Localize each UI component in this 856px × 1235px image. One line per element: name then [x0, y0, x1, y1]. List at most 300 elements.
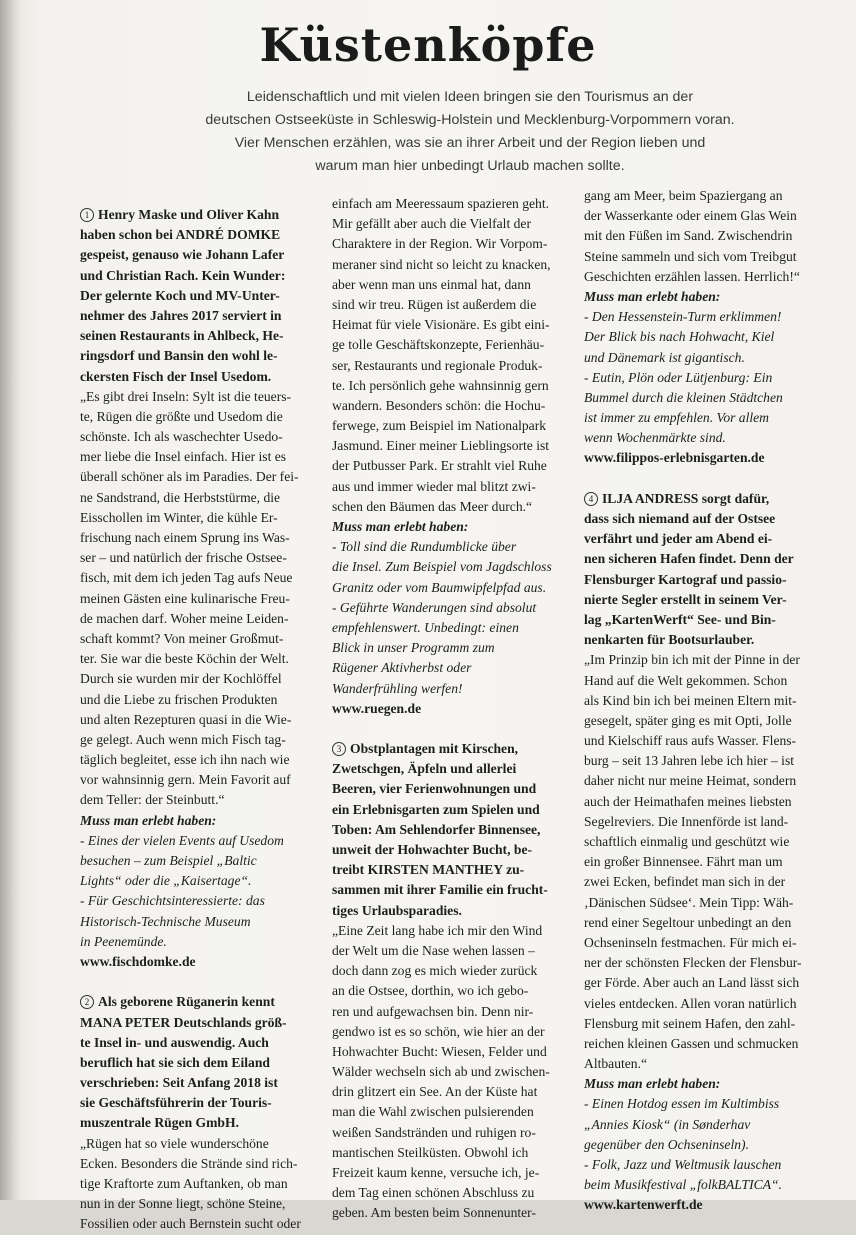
- text-line: [332, 1203, 572, 1223]
- text-column-3: [584, 186, 856, 1216]
- text-line: [80, 266, 320, 286]
- text-line-content: ren und aufgewachsen bin. Denn nir-: [332, 1003, 534, 1019]
- text-line: [332, 356, 572, 376]
- text-line: [80, 690, 320, 710]
- text-line-content: und die Liebe zu frischen Produkten: [80, 691, 278, 707]
- text-line: [80, 891, 320, 911]
- text-line-content: Steine sammeln und sich vom Treibgut: [584, 248, 797, 264]
- text-line: [332, 376, 572, 396]
- text-line-content: rend einer Segeltour unbedingt an den: [584, 914, 792, 930]
- text-line: [332, 497, 572, 517]
- text-line-content: - Für Geschichtsinteressierte: das: [80, 893, 265, 909]
- text-line-content: „Rügen hat so viele wunderschöne: [80, 1135, 269, 1151]
- text-line-content: lag „KartenWerft“ See- und Bin-: [584, 611, 776, 627]
- article-lead: [180, 86, 760, 178]
- text-line: [584, 953, 856, 973]
- text-line: [332, 820, 572, 840]
- text-line: [80, 730, 320, 750]
- text-line: [584, 812, 856, 832]
- text-line: [80, 225, 320, 245]
- text-line-content: Wälder wechseln sich ab und zwischen-: [332, 1064, 550, 1080]
- text-line: [584, 650, 856, 670]
- text-line-content: frischung nach einem Sprung ins Was-: [80, 530, 290, 545]
- text-line-content: sind wir treu. Rügen ist außerdem die: [332, 296, 537, 312]
- text-line-content: Rügener Aktivherbst oder: [332, 660, 472, 676]
- text-line-content: treibt KIRSTEN MANTHEY zu-: [332, 862, 525, 878]
- text-column-2: [332, 194, 572, 1224]
- text-line-content: Hand auf die Welt gekommen. Schon: [584, 672, 788, 688]
- text-line: [80, 790, 320, 810]
- text-line-content: ge gelegt. Auch wenn mich Fisch tag-: [80, 731, 286, 747]
- text-line: [80, 669, 320, 689]
- text-line-content: www.fischdomke.de: [80, 953, 196, 969]
- text-line-content: ‚Dänischen Südsee‘. Mein Tipp: Wäh-: [584, 894, 794, 910]
- text-line: [80, 306, 320, 326]
- text-line-content: daher nicht nur meine Heimat, sondern: [584, 773, 797, 789]
- text-line-content: drin glitzert ein See. An der Küste hat: [332, 1084, 538, 1100]
- text-line-content: in Peenemünde.: [80, 933, 167, 949]
- text-line: [332, 557, 572, 577]
- text-line-content: der Welt um die Nase wehen lassen –: [332, 942, 535, 958]
- text-line: [584, 1115, 856, 1135]
- text-line: [332, 961, 572, 981]
- article-title: Küstenköpfe: [259, 18, 597, 72]
- text-line-content: Flensburg mit seinem Hafen, den zahl-: [584, 1015, 796, 1031]
- text-line-content: „Es gibt drei Inseln: Sylt ist die teuers-: [80, 388, 292, 404]
- website-link-text: [80, 952, 320, 972]
- text-line: [332, 477, 572, 497]
- text-line: [80, 326, 320, 346]
- text-line: [80, 245, 320, 265]
- lead-line: deutschen Ostseeküste in Schleswig-Holstein und Mecklenburg-Vorpommern voran.: [205, 112, 735, 128]
- tips-heading: [584, 287, 856, 307]
- text-line-content: Ochseninseln festmachen. Für mich ei-: [584, 934, 797, 950]
- text-line: [584, 247, 856, 267]
- text-line: [584, 1054, 856, 1074]
- text-line: [584, 1175, 856, 1195]
- text-line-content: www.kartenwerft.de: [584, 1197, 703, 1213]
- text-line: [584, 1014, 856, 1034]
- text-line-content: Lights“ oder die „Kaisertage“.: [80, 873, 252, 889]
- text-line: [332, 981, 572, 1001]
- text-line-content: Obstplantagen mit Kirschen,: [350, 741, 519, 757]
- text-line-content: zwei Ecken, befindet man sich in der: [584, 874, 786, 890]
- text-line-content: der Wasserkante oder einem Glas Wein: [584, 208, 797, 224]
- text-line: [584, 428, 856, 448]
- text-line: [80, 649, 320, 669]
- text-line: [584, 469, 856, 489]
- section-number-badge: 4: [584, 492, 598, 506]
- text-line-content: ne Sandstrand, die Herbststürme, die: [80, 489, 281, 505]
- text-line-content: Granitz oder vom Baumwipfelpfad aus.: [332, 579, 547, 595]
- text-line: [584, 994, 856, 1014]
- text-line-content: gendwo ist es so schön, wie hier an der: [332, 1023, 545, 1039]
- text-line-content: weißen Sandstränden und ruhigen ro-: [332, 1124, 536, 1140]
- text-line-content: de machen darf. Woher meine Leiden-: [80, 610, 289, 626]
- text-line-content: dass sich niemand auf der Ostsee: [584, 511, 776, 526]
- text-line: [332, 1022, 572, 1042]
- text-line-content: Heimat für viele Visionäre. Es gibt eini-: [332, 317, 550, 333]
- text-line: [584, 1034, 856, 1054]
- text-line: [80, 1013, 320, 1033]
- text-line: [332, 578, 572, 598]
- text-line: [80, 205, 320, 225]
- text-line: [332, 719, 572, 739]
- text-line-content: Jasmund. Einer meiner Lieblingsorte ist: [332, 438, 550, 454]
- text-line-content: mer liebe die Insel einfach. Hier ist es: [80, 449, 287, 465]
- text-line: [332, 295, 572, 315]
- text-line: [332, 1042, 572, 1062]
- text-line: [80, 1113, 320, 1133]
- text-line: [332, 255, 572, 275]
- text-line-content: dem Teller: der Steinbutt.“: [80, 792, 225, 808]
- text-line-content: unweit der Hohwachter Bucht, be-: [332, 842, 533, 857]
- text-line-content: an die Ostsee, dorthin, wo ich gebo-: [332, 983, 529, 999]
- text-line-content: Als geborene Rüganerin kennt: [98, 994, 275, 1010]
- text-line-content: gang am Meer, beim Spaziergang an: [584, 188, 783, 203]
- text-line: [80, 609, 320, 629]
- text-line-content: Muss man erlebt haben:: [332, 519, 469, 534]
- text-line: [80, 1214, 320, 1234]
- text-line: [584, 307, 856, 327]
- text-line: [332, 901, 572, 921]
- text-line-content: gesegelt, später ging es mit Opti, Jolle: [584, 712, 792, 728]
- text-line-content: Zwetschgen, Äpfeln und allerlei: [332, 761, 517, 777]
- text-line: [332, 1002, 572, 1022]
- text-line: [332, 658, 572, 678]
- text-line: [332, 1143, 572, 1163]
- text-line-content: Eisschollen im Winter, die kühle Er-: [80, 509, 278, 525]
- text-line: [80, 286, 320, 306]
- text-line: [584, 570, 856, 590]
- text-line: [80, 831, 320, 851]
- text-line: [332, 1123, 572, 1143]
- text-line: [80, 629, 320, 649]
- text-line-content: seinen Restaurants in Ahlbeck, He-: [80, 328, 284, 344]
- text-line-content: Beeren, vier Ferienwohnungen und: [332, 781, 537, 797]
- text-line-content: ferwege, zum Beispiel im Nationalpark: [332, 418, 547, 434]
- text-line: [584, 1094, 856, 1114]
- text-line: [332, 598, 572, 618]
- tips-heading: [584, 1074, 856, 1094]
- text-line: [584, 590, 856, 610]
- text-line: [80, 589, 320, 609]
- text-line-content: aus und immer wieder mal blitzt zwi-: [332, 478, 536, 494]
- text-line-content: man die Wahl zwischen pulsierenden: [332, 1104, 534, 1120]
- text-line-content: und Christian Rach. Kein Wunder:: [80, 267, 286, 283]
- text-line: [332, 1062, 572, 1082]
- text-line: [584, 731, 856, 751]
- text-line-content: Muss man erlebt haben:: [584, 288, 721, 304]
- text-line-content: tige Kraftorte zum Auftanken, ob man: [80, 1176, 288, 1191]
- text-line: [332, 214, 572, 234]
- text-line: [584, 206, 856, 226]
- text-line: [80, 972, 320, 992]
- text-line-content: mantischen Steilküsten. Obwohl ich: [332, 1144, 529, 1160]
- text-line: [332, 759, 572, 779]
- text-line: [332, 436, 572, 456]
- text-line-content: „Eine Zeit lang habe ich mir den Wind: [332, 922, 543, 938]
- text-line-content: te, Rügen die größte und Usedom die: [80, 408, 283, 424]
- text-line: [80, 346, 320, 366]
- text-line-content: überall schöner als im Paradies. Der fei-: [80, 469, 299, 485]
- text-line: [332, 1102, 572, 1122]
- text-line: [332, 456, 572, 476]
- text-line: [332, 194, 572, 214]
- tips-heading: [332, 517, 572, 537]
- website-link-text: [584, 1195, 856, 1215]
- text-line: [80, 528, 320, 548]
- text-line-content: - Eines der vielen Events auf Usedom: [80, 832, 284, 848]
- text-line: [332, 275, 572, 295]
- text-line-content: nen sicheren Hafen findet. Denn der: [584, 551, 794, 567]
- text-line-content: Flensburger Kartograf und passio-: [584, 571, 787, 587]
- text-line-content: ILJA ANDRESS sorgt dafür,: [602, 490, 770, 506]
- text-line-content: der Putbusser Park. Er strahlt viel Ruhe: [332, 458, 547, 474]
- text-line-content: Blick in unser Programm zum: [332, 640, 495, 656]
- text-line-content: Der gelernte Koch und MV-Unter-: [80, 287, 280, 303]
- section-number-badge: 1: [80, 208, 94, 222]
- text-line-content: Muss man erlebt haben:: [80, 812, 217, 828]
- website-link-text: [584, 448, 856, 468]
- text-line-content: „Annies Kiosk“ (in Sønderhav: [584, 1116, 751, 1132]
- tips-heading: [80, 811, 320, 831]
- text-line: [584, 1135, 856, 1155]
- text-line-content: Freizeit kaum kenne, versuche ich, je-: [332, 1165, 540, 1180]
- text-line: [584, 226, 856, 246]
- text-line: [80, 710, 320, 730]
- text-line: [332, 800, 572, 820]
- text-line: [584, 408, 856, 428]
- text-line: [332, 860, 572, 880]
- text-line-content: Muss man erlebt haben:: [584, 1076, 721, 1092]
- text-line: [332, 779, 572, 799]
- text-line: [584, 832, 856, 852]
- text-line: [80, 367, 320, 387]
- text-line: [584, 1155, 856, 1175]
- lead-line: warum man hier unbedingt Urlaub machen sollte.: [315, 158, 625, 174]
- text-line-content: Henry Maske und Oliver Kahn: [98, 207, 280, 222]
- text-line: [332, 315, 572, 335]
- text-line: [80, 548, 320, 568]
- text-line: [584, 327, 856, 347]
- text-line-content: ge tolle Geschäftskonzepte, Ferienhäu-: [332, 337, 545, 353]
- text-line: [332, 880, 572, 900]
- text-line: [80, 770, 320, 790]
- text-line: [332, 1163, 572, 1183]
- text-line-content: aber wenn man uns einmal hat, dann: [332, 276, 531, 292]
- text-line: [332, 1082, 572, 1102]
- text-line: [80, 1073, 320, 1093]
- text-line-content: verfährt und jeder am Abend ei-: [584, 531, 773, 547]
- text-line: [80, 871, 320, 891]
- text-line: [332, 335, 572, 355]
- text-line-content: beim Musikfestival „folkBALTICA“.: [584, 1177, 782, 1193]
- text-line-content: Der Blick bis nach Hohwacht, Kiel: [584, 329, 775, 345]
- text-line-content: dem Tag einen schönen Abschluss zu: [332, 1185, 535, 1201]
- section-number-badge: 2: [80, 995, 94, 1009]
- text-line-content: ckersten Fisch der Insel Usedom.: [80, 368, 272, 384]
- text-line: [80, 1134, 320, 1154]
- text-line-content: schaftlich einmalig und geschützt wie: [584, 834, 790, 849]
- text-line: [80, 1194, 320, 1214]
- text-line: [80, 407, 320, 427]
- text-line: [332, 921, 572, 941]
- text-line-content: ser, Restaurants und regionale Produk-: [332, 357, 543, 373]
- text-line-content: täglich begleitet, esse ich ihn nach wie: [80, 752, 290, 768]
- lead-line: Vier Menschen erzählen, was sie an ihrer Arbeit und der Region lieben und: [234, 135, 706, 151]
- text-line: [332, 638, 572, 658]
- text-line: [80, 932, 320, 952]
- text-line: [584, 348, 856, 368]
- text-line: [80, 427, 320, 447]
- text-line-content: Wanderfrühling werfen!: [332, 680, 463, 696]
- text-line-content: - Einen Hotdog essen im Kultimbiss: [584, 1096, 780, 1112]
- text-line-content: nenkarten für Bootsurlauber.: [584, 632, 755, 648]
- text-line: [584, 933, 856, 953]
- text-line: [584, 529, 856, 549]
- text-line-content: - Den Hessenstein-Turm erklimmen!: [584, 309, 782, 325]
- text-line: [332, 679, 572, 699]
- text-line: [80, 447, 320, 467]
- text-line-content: ner der schönsten Flecken der Flensbur-: [584, 955, 802, 971]
- text-line-content: auch der Heimathafen meines liebsten: [584, 793, 792, 809]
- text-line-content: ein großer Binnensee. Fährt man um: [584, 854, 783, 870]
- text-line: [80, 568, 320, 588]
- text-line-content: Bummel durch die kleinen Städtchen: [584, 389, 783, 405]
- text-line-content: nun in der Sonne liegt, schöne Steine,: [80, 1196, 286, 1212]
- text-line: [584, 186, 856, 206]
- text-line-content: www.filippos-erlebnisgarten.de: [584, 450, 765, 466]
- text-line-content: ter. Sie war die beste Köchin der Welt.: [80, 651, 289, 667]
- text-line: [80, 1154, 320, 1174]
- text-line-content: und Kielschiff raus aufs Wasser. Flens-: [584, 733, 797, 749]
- text-column-1: [80, 205, 320, 1235]
- text-line-content: muszentrale Rügen GmbH.: [80, 1115, 239, 1131]
- text-line: [332, 618, 572, 638]
- text-line: [584, 549, 856, 569]
- text-line-content: gespeist, genauso wie Johann Lafer: [80, 247, 285, 263]
- text-line-content: Toben: Am Sehlendorfer Binnensee,: [332, 821, 541, 837]
- text-line: [584, 711, 856, 731]
- text-line-content: Charaktere in der Region. Wir Vorpom-: [332, 236, 548, 252]
- text-line-content: haben schon bei ANDRÉ DOMKE: [80, 227, 281, 243]
- text-line: [80, 1174, 320, 1194]
- text-line-content: beruflich hat sie sich dem Eiland: [80, 1054, 270, 1070]
- text-line: [584, 610, 856, 630]
- text-line-content: sammen mit ihrer Familie ein frucht-: [332, 882, 548, 898]
- text-line: [80, 1093, 320, 1113]
- text-line: [584, 872, 856, 892]
- text-line-content: Mir gefällt aber auch die Vielfalt der: [332, 216, 531, 232]
- text-line: [584, 973, 856, 993]
- text-line: [332, 739, 572, 759]
- page-spine-shadow: [0, 0, 22, 1200]
- text-line-content: „Im Prinzip bin ich mit der Pinne in der: [584, 652, 800, 668]
- text-line: [584, 671, 856, 691]
- text-line-content: sie Geschäftsführerin der Touris-: [80, 1095, 272, 1111]
- text-line: [584, 691, 856, 711]
- text-line: [584, 751, 856, 771]
- text-line-content: vieles entdecken. Allen voran natürlich: [584, 995, 797, 1011]
- text-line: [584, 771, 856, 791]
- text-line: [584, 267, 856, 287]
- text-line-content: Altbauten.“: [584, 1056, 648, 1072]
- text-line: [80, 912, 320, 932]
- text-line-content: einfach am Meeressaum spazieren geht.: [332, 196, 550, 211]
- text-line: [332, 941, 572, 961]
- text-line: [80, 488, 320, 508]
- text-line-content: als Kind bin ich bei meinen Eltern mit-: [584, 692, 797, 708]
- text-line-content: - Geführte Wanderungen sind absolut: [332, 599, 537, 615]
- text-line: [332, 234, 572, 254]
- text-line: [80, 508, 320, 528]
- text-line: [80, 1033, 320, 1053]
- text-line: [332, 840, 572, 860]
- text-line: [332, 416, 572, 436]
- text-line-content: und alten Rezepturen quasi in die Wie-: [80, 711, 292, 727]
- text-line-content: vor wahnsinnig gern. Mein Favorit auf: [80, 772, 291, 788]
- text-line-content: tiges Urlaubsparadies.: [332, 902, 462, 918]
- text-line-content: schönste. Ich als waschechter Usedo-: [80, 429, 283, 445]
- text-line-content: MANA PETER Deutschlands größ-: [80, 1014, 287, 1030]
- text-line-content: te Insel in- und auswendig. Auch: [80, 1034, 269, 1050]
- text-line: [584, 792, 856, 812]
- text-line-content: burg – seit 13 Jahren lebe ich hier – ist: [584, 753, 795, 769]
- text-line-content: Hohwachter Bucht: Wiesen, Felder und: [332, 1043, 547, 1059]
- text-line-content: reichen kleinen Gassen und schmucken: [584, 1035, 799, 1051]
- text-line: [584, 630, 856, 650]
- text-line-content: wandern. Besonders schön: die Hochu-: [332, 397, 546, 413]
- text-line: [80, 750, 320, 770]
- text-line: [332, 396, 572, 416]
- text-line: [80, 1053, 320, 1073]
- text-line-content: Fossilien oder auch Bernstein sucht oder: [80, 1216, 301, 1232]
- text-line-content: Ecken. Besonders die Strände sind rich-: [80, 1155, 298, 1171]
- text-line: [584, 489, 856, 509]
- text-line: [584, 893, 856, 913]
- text-line-content: nierte Segler erstellt in seinem Ver-: [584, 591, 787, 607]
- text-line-content: meinen Gästen eine kulinarische Freu-: [80, 590, 290, 606]
- text-line-content: fisch, mit dem ich jeden Tag aufs Neue: [80, 570, 293, 586]
- text-line-content: ringsdorf und Bansin den wohl le-: [80, 348, 278, 364]
- section-number-badge: 3: [332, 742, 346, 756]
- text-line-content: ger Förde. Aber auch an Land lässt sich: [584, 975, 800, 991]
- text-line-content: www.ruegen.de: [332, 700, 422, 716]
- text-line-content: ist immer zu empfehlen. Vor allem: [584, 410, 770, 426]
- text-line: [584, 509, 856, 529]
- text-line: [584, 913, 856, 933]
- text-line-content: te. Ich persönlich gehe wahnsinnig gern: [332, 377, 549, 393]
- text-line-content: ein Erlebnisgarten zum Spielen und: [332, 801, 540, 817]
- text-line-content: Historisch-Technische Museum: [80, 913, 251, 929]
- text-line: [80, 467, 320, 487]
- text-line-content: Durch sie wurden mir der Kochlöffel: [80, 671, 282, 687]
- text-line: [80, 387, 320, 407]
- text-line-content: Geschichten erzählen lassen. Herrlich!“: [584, 268, 800, 284]
- text-line-content: - Folk, Jazz und Weltmusik lauschen: [584, 1157, 782, 1172]
- text-line: [584, 388, 856, 408]
- text-line-content: doch dann zog es mich wieder zurück: [332, 963, 538, 979]
- text-line-content: ser – und natürlich der frische Ostsee-: [80, 550, 287, 566]
- text-line-content: geben. Am besten beim Sonnenunter-: [332, 1205, 536, 1221]
- text-line: [80, 992, 320, 1012]
- text-line-content: und Dänemark ist gigantisch.: [584, 349, 745, 365]
- text-line-content: wenn Wochenmärkte sind.: [584, 430, 726, 446]
- text-line-content: - Toll sind die Rundumblicke über: [332, 539, 517, 555]
- text-line-content: meraner sind nicht so leicht zu knacken,: [332, 256, 551, 272]
- text-line-content: besuchen – zum Beispiel „Baltic: [80, 853, 257, 868]
